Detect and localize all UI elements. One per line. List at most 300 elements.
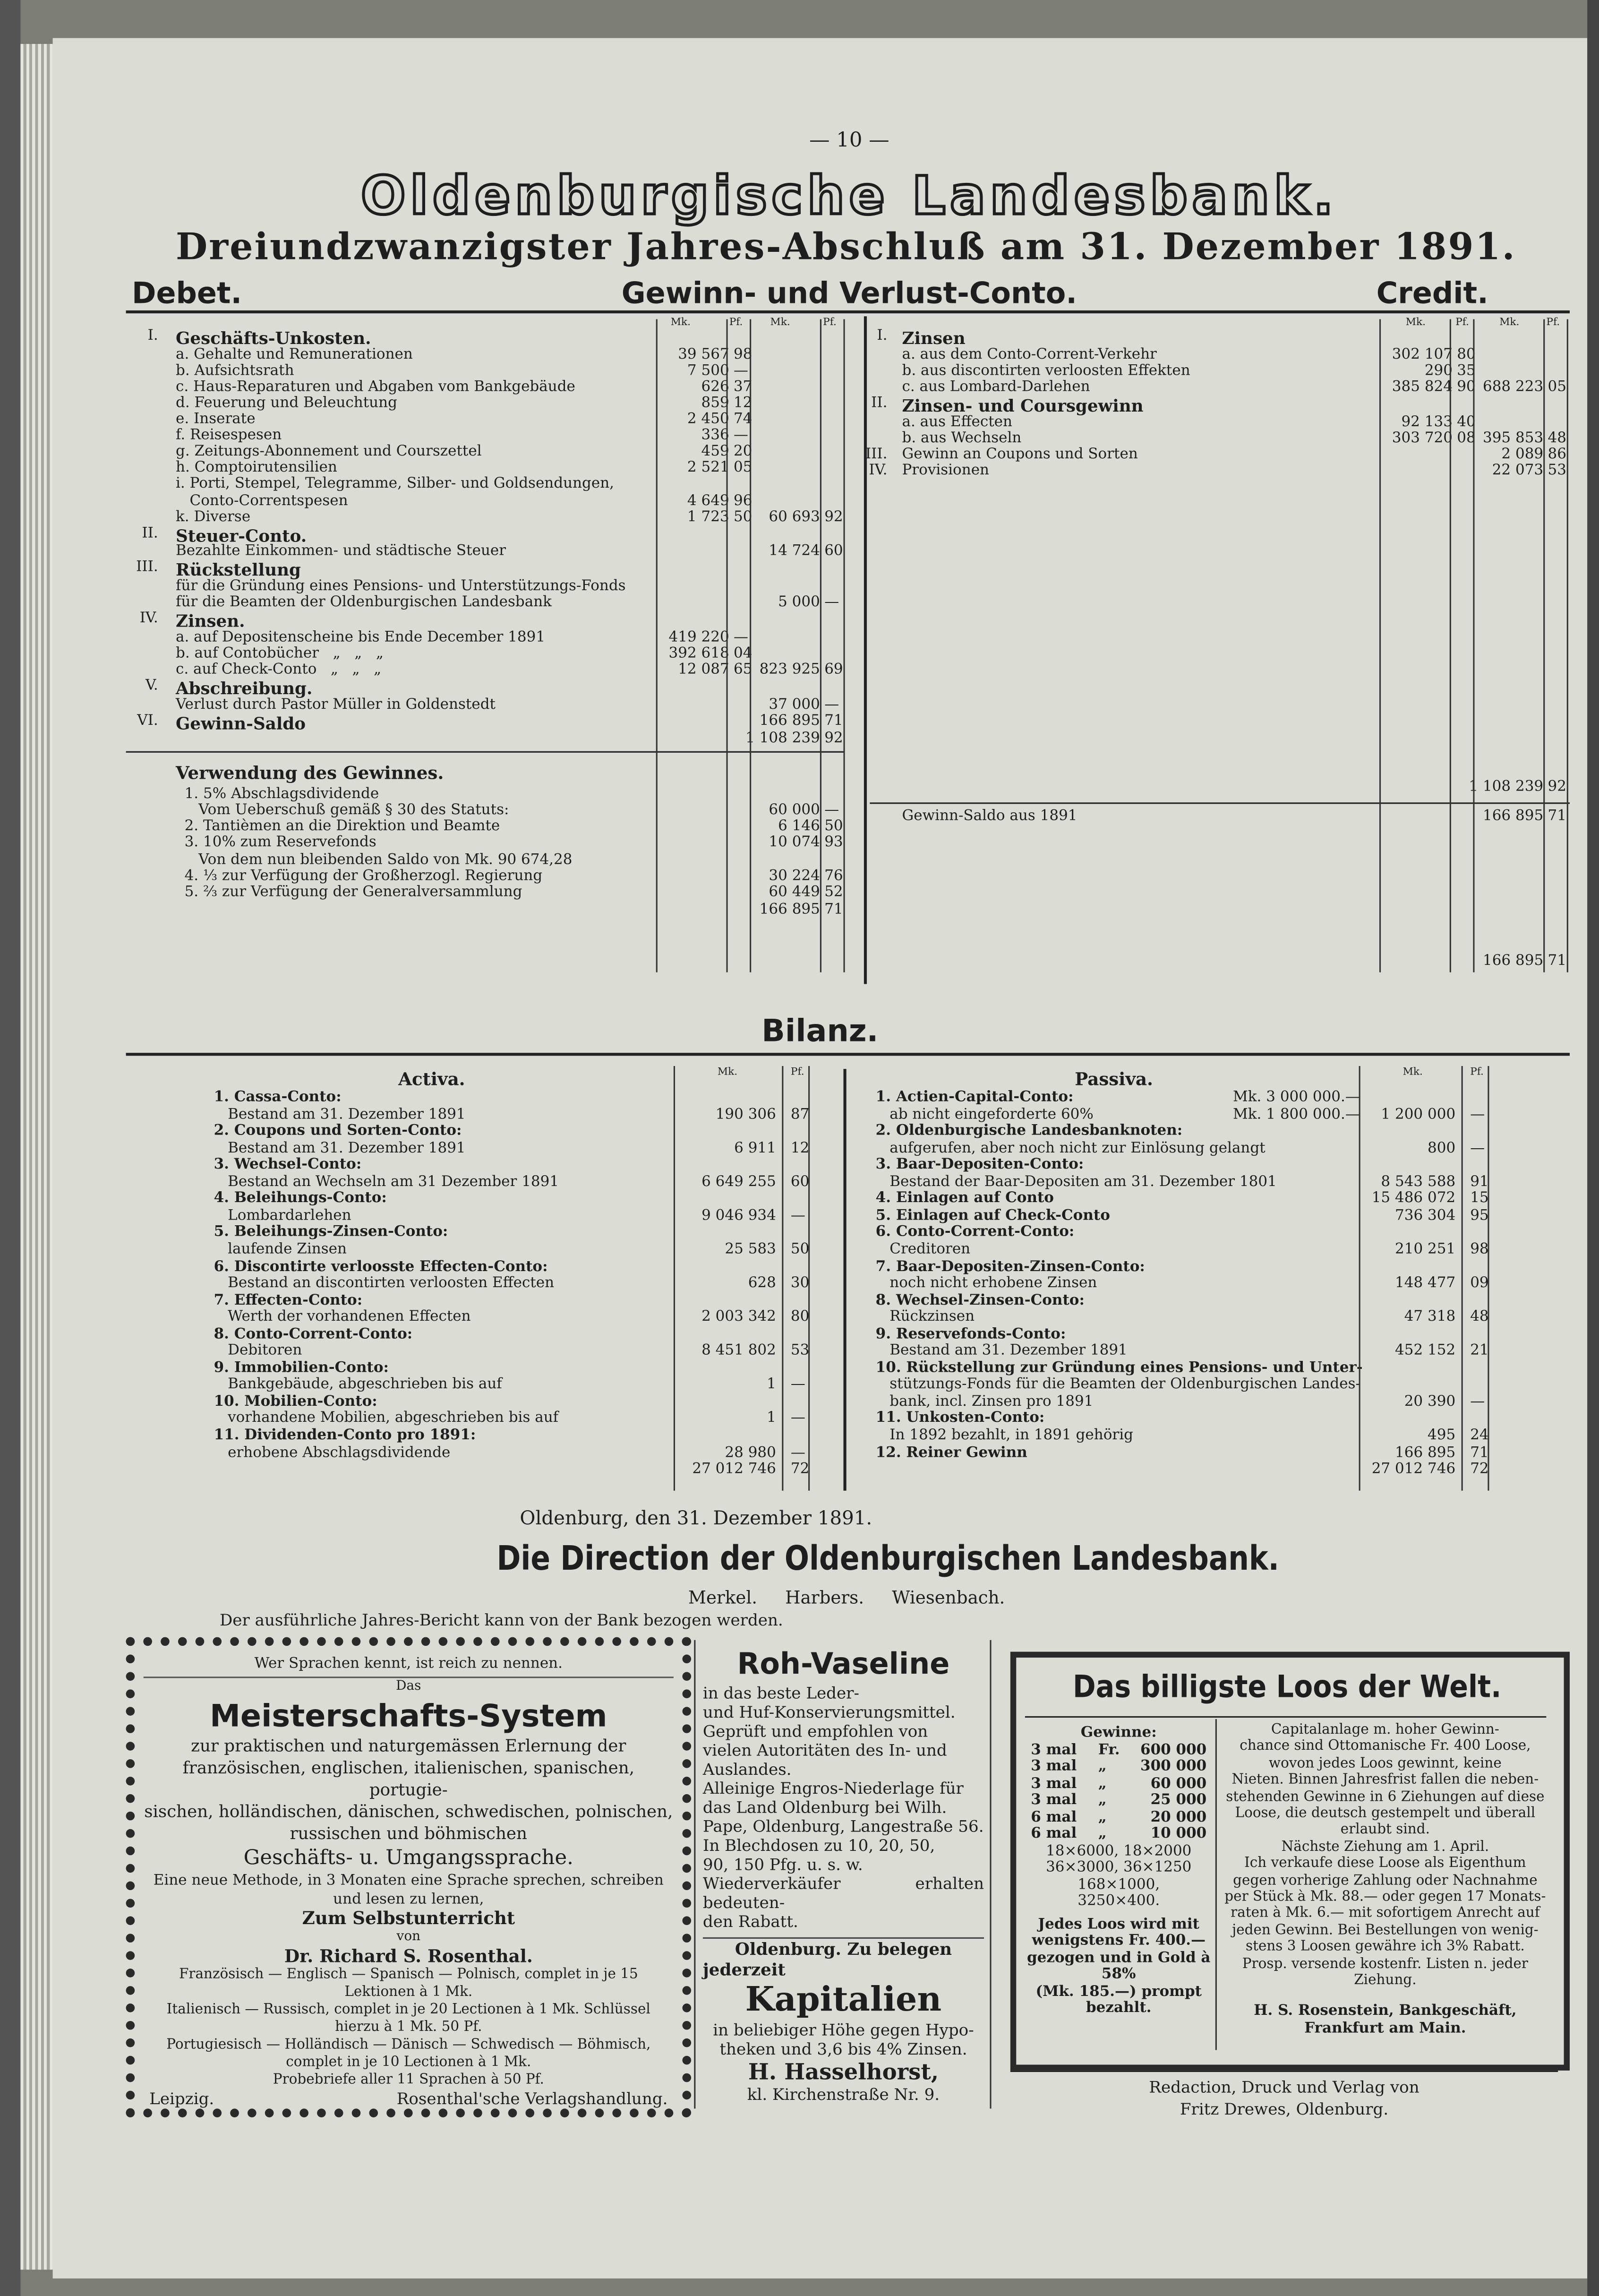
- use-row-pf: 71: [824, 901, 843, 918]
- passiva-row-extra: Mk. 3 000 000.—: [1233, 1089, 1360, 1106]
- use-row: [126, 869, 858, 886]
- credit-saldo-total-pf: 71: [1548, 953, 1566, 970]
- gv-debit-row: [126, 611, 858, 632]
- gv-debit-row-number: VI.: [137, 713, 158, 729]
- activa-row-pf: —: [790, 1208, 805, 1224]
- passiva-row-text: aufgerufen, aber noch nicht zur Einlösung gelangt: [875, 1140, 1266, 1157]
- gv-debit-row-amount-pf: 65: [733, 662, 752, 678]
- gv-credit-row-amount: 303 720: [1392, 430, 1453, 446]
- col-rule: [727, 319, 728, 972]
- ad1-method: Eine neue Methode, in 3 Monaten eine Sprache sprechen, schreiben und lesen zu lernen,: [153, 1873, 664, 1908]
- passiva-row-pf: 09: [1470, 1275, 1489, 1292]
- passiva-row: [855, 1411, 1499, 1428]
- gv-debit-row-amount-pf: 74: [733, 411, 752, 428]
- gv-debit-row-amount-pf: 37: [733, 378, 752, 396]
- use-row: [126, 802, 858, 820]
- ad1-publisher: Rosenthal'sche Verlagshandlung.: [396, 2090, 668, 2109]
- ad3-win-times: 6 mal: [1031, 1826, 1077, 1842]
- activa-row: [164, 1292, 823, 1310]
- ad3-win-cur: „: [1098, 1792, 1107, 1809]
- ad3-right: [1221, 1722, 1549, 1989]
- credit-total: 1 108 239: [1469, 779, 1544, 795]
- gv-debit-row-amount: 859: [701, 395, 729, 412]
- ad3-left: [1025, 1725, 1213, 2017]
- gv-debit-row-amount: 392 618: [668, 645, 729, 662]
- gv-credit-row-text: a. aus Effecten: [902, 413, 1013, 430]
- debit-label: Debet.: [131, 275, 242, 310]
- credit-label: Credit.: [1376, 275, 1488, 310]
- use-row-value: 10 074: [769, 835, 820, 851]
- passiva-row-pf: —: [1470, 1106, 1485, 1123]
- gv-debit-row-value-pf: 60: [824, 543, 843, 560]
- ad1-lines: [144, 1735, 674, 1845]
- gv-debit-row-text: Abschreibung.: [175, 678, 313, 699]
- activa-row-pf: 50: [790, 1241, 810, 1258]
- gv-debit-row-text: a. Gehalte und Remunerationen: [175, 346, 413, 363]
- passiva-row-value: 8 543 588: [1381, 1174, 1456, 1190]
- ad1-lines-line: sischen, holländischen, dänischen, schwedischen, polnischen,: [144, 1801, 673, 1822]
- passiva-row-pf: 48: [1470, 1309, 1489, 1325]
- passiva-row-value: 736 304: [1394, 1208, 1456, 1224]
- passiva-row-value: 800: [1428, 1140, 1456, 1157]
- ad3-right-line: raten à Mk. 6.— mit sofortigem Anrecht auf: [1231, 1906, 1540, 1922]
- gv-debit-row-value: 166 895: [759, 713, 820, 729]
- ad1-prices: [144, 1967, 674, 2090]
- gv-top-rule: [126, 310, 1570, 313]
- gv-debit-row-amount: 626: [701, 378, 729, 396]
- activa-row-pf: 60: [790, 1174, 810, 1190]
- ad3-gew: Gewinne:: [1080, 1725, 1157, 1741]
- activa-label: Activa.: [398, 1069, 465, 1090]
- gv-debit-row-amount: 2 450: [687, 411, 729, 428]
- activa-row-value: 6 649 255: [701, 1174, 776, 1190]
- activa-row: [164, 1140, 823, 1158]
- activa-row-pf: 72: [790, 1461, 810, 1478]
- passiva-row-text: 5. Einlagen auf Check-Conto: [875, 1208, 1110, 1224]
- passiva-row: [855, 1309, 1499, 1327]
- passiva-row: [855, 1174, 1499, 1192]
- ad3-wins: [1025, 1742, 1213, 1843]
- gv-debit-row: [126, 578, 858, 596]
- passiva-row: [855, 1394, 1499, 1411]
- ad1-sub: Geschäfts- u. Umgangssprache.: [243, 1846, 574, 1870]
- ad2-lines-line: Wiederverkäufer erhalten bedeuten-: [702, 1874, 984, 1913]
- gv-debit-row-number: II.: [142, 525, 158, 542]
- activa-row-pf: —: [790, 1410, 805, 1427]
- use-row-pf: 76: [824, 868, 843, 885]
- gv-debit-row-text: g. Zeitungs-Abonnement und Courszettel: [175, 444, 482, 460]
- ad3-jedes: Jedes Loos wird mit wenigstens Fr. 400.— gezogen und in Gold à 58%: [1026, 1916, 1211, 1983]
- passiva-row: [855, 1191, 1499, 1208]
- gv-debit-row-amount: 1 723: [687, 509, 729, 525]
- cap-addr: kl. Kirchenstraße Nr. 9.: [747, 2085, 940, 2105]
- ad3-right-line: Nieten. Binnen Jahresfrist fallen die neben-: [1231, 1772, 1539, 1789]
- activa-row-text: 7. Effecten-Conto:: [214, 1292, 363, 1309]
- gv-debit-row-text: Bezahlte Einkommen- und städtische Steuer: [175, 543, 506, 560]
- gv-debit-row: [126, 476, 858, 494]
- gv-debit-row-amount-pf: 50: [733, 509, 752, 525]
- ad2-caplines-line: in beliebiger Höhe gegen Hypo-: [713, 2021, 974, 2040]
- page-edges: [20, 44, 52, 2270]
- gv-debit-row-text: b. auf Contobücher „ „ „: [175, 645, 384, 662]
- ad3-wins2-line: 18×6000, 18×2000: [1046, 1842, 1192, 1859]
- col-mk: Mk.: [770, 316, 790, 328]
- gv-debit-row-amount-pf: —: [733, 629, 748, 645]
- ad3-win-amt: 300 000: [1140, 1758, 1207, 1775]
- ad2-lines: [703, 1684, 984, 1932]
- ad3-wins2: [1025, 1843, 1213, 1910]
- activa-row-pf: 30: [790, 1275, 810, 1292]
- ad2-lines-line: Auslandes.: [702, 1760, 792, 1780]
- gv-debit-row-number: III.: [136, 559, 158, 576]
- passiva-row-text: 11. Unkosten-Conto:: [875, 1410, 1045, 1427]
- ad3-win-cur: „: [1098, 1809, 1107, 1825]
- ad2-right-rule: [990, 1640, 991, 2109]
- gv-credit-row-text: a. aus dem Conto-Corrent-Verkehr: [902, 346, 1157, 363]
- col-mk: Mk.: [1405, 316, 1426, 328]
- direction: Die Direction der Oldenburgischen Landesbank.: [496, 1540, 1279, 1579]
- activa-row: [164, 1462, 823, 1479]
- gv-debit-row: [126, 645, 858, 663]
- use-row-pf: 50: [824, 818, 843, 835]
- passiva-row-text: 9. Reservefonds-Conto:: [875, 1326, 1066, 1342]
- gv-credit-row: [870, 379, 1570, 396]
- gv-debit-row-text: e. Inserate: [175, 411, 256, 428]
- gv-debit-row-amount: 459: [701, 444, 729, 460]
- passiva-row-text: 2. Oldenburgische Landesbanknoten:: [875, 1123, 1183, 1140]
- gv-credit-row-text: Zinsen: [902, 328, 966, 349]
- gv-debit-row-amount-pf: 98: [733, 346, 752, 363]
- gv-debit-row: [126, 395, 858, 413]
- gv-debit-row-number: V.: [145, 678, 158, 695]
- activa-row-pf: 80: [790, 1309, 810, 1325]
- ad2-lines-line: Alleinige Engros-Niederlage für: [702, 1779, 964, 1798]
- ad1-lines-line: zur praktischen und naturgemässen Erlernung der: [191, 1735, 626, 1756]
- passiva-row-text: ab nicht eingeforderte 60%: [875, 1106, 1094, 1123]
- ad1-prices-line: Französisch — Englisch — Spanisch — Polnisch, complet in je 15 Lektionen à 1 Mk.: [179, 1966, 638, 2001]
- passiva-row-pf: 21: [1470, 1343, 1489, 1359]
- ad3-rule: [1025, 1716, 1547, 1718]
- ad3-win-row: [1025, 1826, 1213, 1843]
- activa-row-text: 3. Wechsel-Conto:: [214, 1157, 362, 1173]
- ad3-title: Das billigste Loos der Welt.: [1073, 1669, 1502, 1705]
- activa-row-value: 190 306: [715, 1106, 776, 1123]
- gv-debit-rule: [126, 750, 844, 752]
- activa-row: [164, 1174, 823, 1192]
- activa-row: [164, 1242, 823, 1259]
- col-rule: [1462, 1066, 1463, 1491]
- ad3-mid-rule: [1215, 1719, 1217, 2050]
- credit-saldo-label: Gewinn-Saldo aus 1891: [902, 808, 1077, 825]
- ad3-right-line: gegen vorherige Zahlung oder Nachnahme: [1233, 1872, 1538, 1889]
- passiva-row-text: 10. Rückstellung zur Gründung eines Pensions- und Unter-: [875, 1360, 1363, 1376]
- use-row-text: Vom Ueberschuß gemäß § 30 des Statuts:: [184, 802, 509, 818]
- bilanz-top-rule: [126, 1053, 1570, 1056]
- ad3-win-amt: 25 000: [1150, 1792, 1207, 1809]
- gv-debit-row-text: k. Diverse: [175, 509, 251, 525]
- gv-credit-row: [870, 463, 1570, 480]
- passiva-row-text: Rückzinsen: [875, 1309, 975, 1325]
- use-row: [126, 885, 858, 903]
- col-rule: [782, 1066, 783, 1491]
- gv-debit-row-amount-pf: 04: [733, 645, 752, 662]
- gv-credit-row-amount-pf: 80: [1457, 346, 1476, 363]
- passiva-row-value: 452 152: [1394, 1343, 1456, 1359]
- gv-debit-row-value: 60 693: [769, 509, 820, 525]
- use-row-pf: 93: [824, 835, 843, 851]
- passiva-row: [855, 1445, 1499, 1462]
- use-row-value: 60 449: [769, 885, 820, 901]
- activa-row: [164, 1377, 823, 1394]
- passiva-row: [855, 1326, 1499, 1344]
- ad3-right-line: wovon jedes Loos gewinnt, keine: [1268, 1755, 1502, 1772]
- ad1-city: Leipzig.: [149, 2090, 214, 2109]
- gv-credit-row: [870, 395, 1570, 416]
- gv-credit-rule: [870, 802, 1570, 804]
- gv-debit-row-text: Steuer-Conto.: [175, 525, 307, 546]
- ad1-prices-line: Italienisch — Russisch, complet in je 20 Lectionen à 1 Mk. Schlüssel hierzu à 1 Mk. 50 Pf.: [166, 2002, 650, 2036]
- gv-credit-row-amount-pf: 40: [1457, 413, 1476, 430]
- use-row-text: 2. Tantièmen an die Direktion und Beamte: [184, 818, 500, 835]
- passiva-row: [855, 1140, 1499, 1158]
- ad2-left-rule: [694, 1640, 695, 2109]
- activa-row-value: 8 451 802: [701, 1343, 776, 1359]
- col-rule: [1543, 319, 1545, 972]
- gv-credit-row-amount: 290: [1424, 362, 1453, 379]
- use-row: [126, 902, 858, 919]
- passiva-label: Passiva.: [1075, 1069, 1154, 1090]
- gv-debit-row-text: d. Feuerung und Beleuchtung: [175, 395, 397, 412]
- activa-row: [164, 1309, 823, 1327]
- gv-credit-row-value-pf: 86: [1548, 446, 1566, 463]
- col-mk: Mk.: [1499, 316, 1520, 328]
- ad-vaseline: [703, 1643, 984, 2104]
- gv-debit-row-amount: 419 220: [668, 629, 729, 645]
- col-rule: [750, 319, 751, 972]
- activa-row-pf: 53: [790, 1343, 810, 1359]
- ad3-win-row: [1025, 1809, 1213, 1826]
- gv-heading: Gewinn- und Verlust-Conto.: [621, 275, 1077, 310]
- passiva-row-text: Bestand der Baar-Depositen am 31. Dezember 1801: [875, 1174, 1277, 1190]
- use-row: [126, 819, 858, 836]
- passiva-row-value: 166 895: [1394, 1445, 1456, 1461]
- activa-table: [164, 1066, 823, 1494]
- gv-credit-row-value: 22 073: [1492, 462, 1544, 479]
- gv-debit-row: [126, 662, 858, 679]
- use-row-value: 6 146: [778, 818, 820, 835]
- ad3-win-amt: 10 000: [1150, 1826, 1207, 1842]
- gv-debit-row-amount: 39 567: [678, 346, 729, 363]
- use-row-value: 60 000: [769, 802, 820, 818]
- activa-row-text: 10. Mobilien-Conto:: [214, 1393, 377, 1410]
- activa-row-text: vorhandene Mobilien, abgeschrieben bis auf: [214, 1410, 559, 1427]
- ad3-right-line: Ich verkaufe diese Loose als Eigenthum: [1244, 1856, 1526, 1872]
- gv-debit-row: [126, 731, 858, 749]
- ad3-win-cur: Fr.: [1098, 1742, 1120, 1758]
- gv-debit-row-text: Gewinn-Saldo: [175, 713, 306, 733]
- passiva-row-pf: —: [1470, 1140, 1485, 1157]
- ad3-right-line: erlaubt sind.: [1340, 1822, 1430, 1839]
- page-title: Oldenburgische Landesbank.: [360, 167, 1338, 227]
- ad3-right-line: stehenden Gewinne in 6 Ziehungen auf diese: [1226, 1789, 1545, 1805]
- passiva-row-value: 15 486 072: [1371, 1191, 1456, 1207]
- activa-row: [164, 1123, 823, 1141]
- imprint-line: Fritz Drewes, Oldenburg.: [1180, 2099, 1389, 2119]
- gv-debit-row-text: a. auf Depositenscheine bis Ende December 1891: [175, 629, 546, 645]
- gv-credit-row: [870, 328, 1570, 349]
- passiva-row: [855, 1427, 1499, 1445]
- passiva-row-pf: 24: [1470, 1427, 1489, 1444]
- ad3-win-amt: 20 000: [1150, 1809, 1207, 1825]
- activa-row-text: Bestand an discontirten verloosten Effecten: [214, 1275, 555, 1292]
- gv-debit-row-amount: 12 087: [678, 662, 729, 678]
- activa-row-value: 628: [748, 1275, 776, 1292]
- credit-saldo: 166 895: [1482, 808, 1544, 825]
- passiva-row-text: Bestand am 31. Dezember 1891: [875, 1343, 1128, 1359]
- gv-debit-table: [126, 316, 858, 996]
- ad3-win-amt: 60 000: [1150, 1775, 1207, 1792]
- gv-center-rule: [864, 316, 867, 984]
- ad2-lines-line: In Blechdosen zu 10, 20, 50,: [702, 1836, 935, 1856]
- passiva-row: [855, 1208, 1499, 1225]
- col-rule: [656, 319, 658, 972]
- ad3-firm-block: [1221, 2003, 1549, 2038]
- col-rule: [808, 1066, 810, 1491]
- imprint: [1010, 2076, 1558, 2120]
- passiva-row-value: 148 477: [1394, 1275, 1456, 1292]
- col-rule: [1567, 319, 1568, 972]
- gv-debit-row-amount-pf: 96: [733, 492, 752, 509]
- activa-row-text: Bestand am 31. Dezember 1891: [214, 1140, 466, 1157]
- passiva-row: [855, 1242, 1499, 1259]
- col-mk: Mk.: [670, 316, 691, 328]
- use-row-text: 1. 5% Abschlagsdividende: [184, 785, 379, 802]
- gv-debit-row-amount: 336: [701, 428, 729, 444]
- activa-row-text: Bestand an Wechseln am 31 Dezember 1891: [214, 1174, 559, 1190]
- passiva-row: [855, 1106, 1499, 1124]
- activa-row-value: 25 583: [725, 1241, 776, 1258]
- passiva-row: [855, 1090, 1499, 1107]
- passiva-row: [855, 1275, 1499, 1293]
- activa-row-text: Werth der vorhandenen Effecten: [214, 1309, 471, 1325]
- passiva-row: [855, 1225, 1499, 1242]
- use-row-pf: 52: [824, 885, 843, 901]
- passiva-row-pf: 98: [1470, 1241, 1489, 1258]
- col-mk: Mk.: [717, 1066, 738, 1078]
- ad2-lines-line: in das beste Leder-: [702, 1684, 860, 1703]
- gv-debit-row-amount-pf: 20: [733, 444, 752, 460]
- bilanz-center-rule: [843, 1069, 846, 1490]
- ad3-right-line: Prosp. versende kostenfr. Listen n. jeder: [1242, 1956, 1529, 1972]
- activa-row-pf: 87: [790, 1106, 810, 1123]
- gv-debit-row: [126, 460, 858, 478]
- passiva-row: [855, 1360, 1499, 1377]
- ad3-right-line: Loose, die deutsch gestempelt und überall: [1235, 1806, 1536, 1822]
- gv-debit-row-text: Zinsen.: [175, 611, 245, 632]
- gv-credit-row-text: b. aus discontirten verloosten Effekten: [902, 362, 1190, 379]
- gv-credit-row-value: 2 089: [1501, 446, 1544, 463]
- ad2-lines-line: den Rabatt.: [702, 1912, 798, 1932]
- gv-credit-row-number: III.: [865, 446, 888, 463]
- activa-row-value: 9 046 934: [701, 1208, 776, 1224]
- gv-debit-row: [126, 346, 858, 364]
- gv-debit-row: [126, 379, 858, 396]
- col-mk: Mk.: [1402, 1066, 1423, 1078]
- activa-row-pf: —: [790, 1377, 805, 1393]
- activa-row-text: Bestand am 31. Dezember 1891: [214, 1106, 466, 1123]
- passiva-row-text: 12. Reiner Gewinn: [875, 1445, 1027, 1461]
- col-pf: Pf.: [1455, 316, 1469, 328]
- activa-row: [164, 1343, 823, 1360]
- gv-debit-row-value-pf: 92: [824, 509, 843, 525]
- gv-debit-row-value: 823 925: [759, 662, 820, 678]
- activa-row: [164, 1394, 823, 1411]
- gv-debit-row-amount: 2 521: [687, 460, 729, 477]
- passiva-row: [855, 1462, 1499, 1479]
- gv-credit-row-amount: 92 133: [1401, 413, 1453, 430]
- ad2-lines-line: das Land Oldenburg bei Wilh.: [702, 1798, 947, 1817]
- use-row: [126, 786, 858, 803]
- use-row-pf: —: [824, 802, 839, 818]
- gv-credit-row-value-pf: 53: [1548, 462, 1566, 479]
- gv-debit-row-number: IV.: [139, 611, 158, 627]
- gv-debit-row-text: Geschäfts-Unkosten.: [175, 328, 371, 349]
- col-rule: [1473, 319, 1474, 972]
- activa-row: [164, 1191, 823, 1208]
- gv-debit-row: [126, 713, 858, 731]
- gv-debit-row-text: für die Beamten der Oldenburgischen Landesbank: [175, 594, 552, 611]
- gv-debit-row-text: i. Porti, Stempel, Telegramme, Silber- und Goldsendungen,: [175, 476, 615, 493]
- gv-debit-row: [126, 697, 858, 714]
- ad1-motto: Wer Sprachen kennt, ist reich zu nennen.: [144, 1655, 674, 1678]
- ad2-lines-line: Pape, Oldenburg, Langestraße 56.: [702, 1817, 984, 1837]
- gv-credit-row-text: c. aus Lombard-Darlehen: [902, 378, 1090, 396]
- activa-row-value: 2 003 342: [701, 1309, 776, 1325]
- gv-credit-row-text: Zinsen- und Coursgewinn: [902, 395, 1144, 416]
- activa-row: [164, 1360, 823, 1377]
- ad3-win-times: 6 mal: [1031, 1809, 1077, 1825]
- credit-saldo-total: 166 895: [1482, 953, 1544, 970]
- ad3-city: Frankfurt am Main.: [1304, 2021, 1466, 2037]
- passiva-row-text: 8. Wechsel-Zinsen-Conto:: [875, 1292, 1085, 1309]
- gv-debit-row: [126, 678, 858, 699]
- activa-row: [164, 1326, 823, 1344]
- gv-debit-row-text: c. auf Check-Conto „ „ „: [175, 662, 382, 678]
- passiva-row-text: 1. Actien-Capital-Conto:: [875, 1089, 1074, 1106]
- col-pf: Pf.: [729, 316, 743, 328]
- passiva-row: [855, 1123, 1499, 1141]
- gv-credit-row: [870, 430, 1570, 447]
- ad1-author: Dr. Richard S. Rosenthal.: [284, 1946, 533, 1967]
- gv-debit-row-number: I.: [147, 328, 158, 344]
- activa-row-text: erhobene Abschlagsdividende: [214, 1445, 451, 1461]
- ad1-title: Meisterschafts-System: [210, 1698, 607, 1734]
- gv-debit-row: [126, 328, 858, 349]
- gv-debit-row-text: Rückstellung: [175, 559, 301, 581]
- col-pf: Pf.: [1546, 316, 1560, 328]
- col-rule: [820, 319, 821, 972]
- cap-name: H. Hasselhorst,: [748, 2059, 939, 2085]
- col-pf: Pf.: [1470, 1066, 1484, 1078]
- passiva-row-text: bank, incl. Zinsen pro 1891: [875, 1393, 1094, 1410]
- ad2-lines-line: Geprüft und empfohlen von: [702, 1722, 928, 1741]
- use-row-value: 30 224: [769, 868, 820, 885]
- use-row-text: Von dem nun bleibenden Saldo von Mk. 90 674,28: [184, 851, 573, 868]
- col-rule: [1488, 1066, 1489, 1491]
- ad2-caplines-line: theken und 3,6 bis 4% Zinsen.: [719, 2039, 967, 2059]
- ad1-prices-line: Portugiesisch — Holländisch — Dänisch — Schwedisch — Böhmisch, complet in je 10 Lectionen à 1 Mk.: [166, 2037, 651, 2071]
- activa-row: [164, 1445, 823, 1462]
